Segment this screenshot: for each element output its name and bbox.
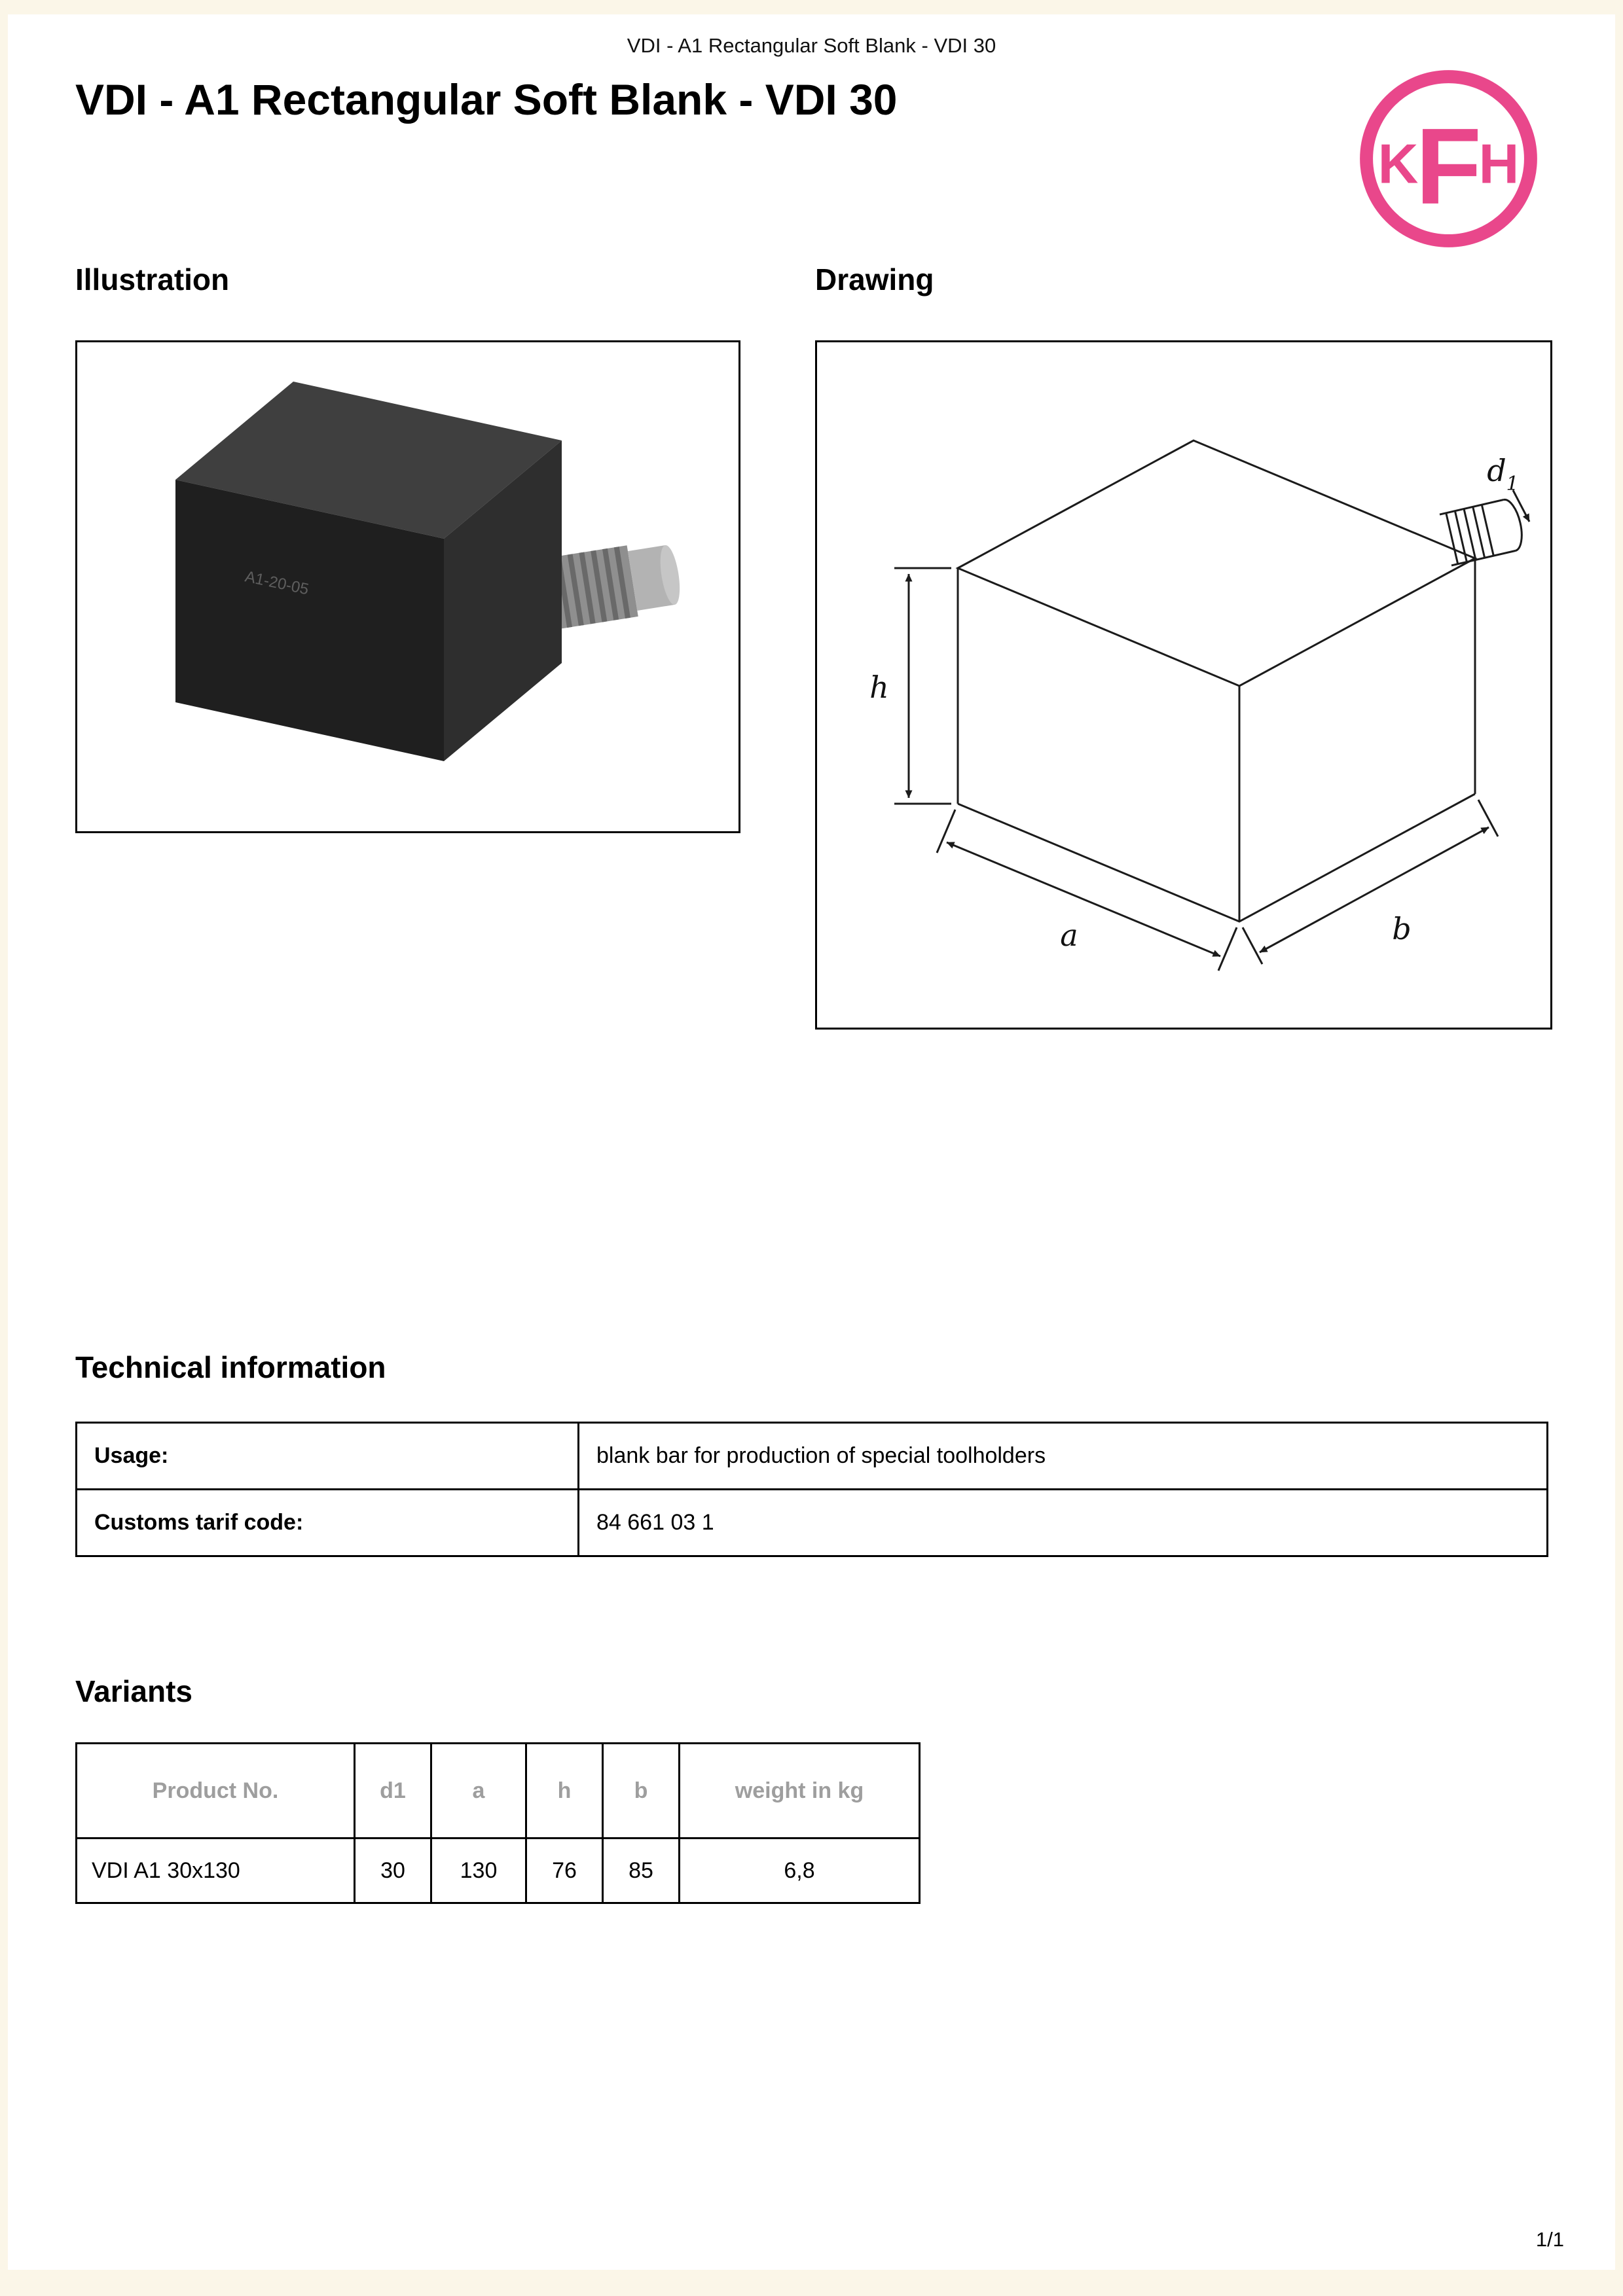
cell-h: 76 <box>526 1839 603 1903</box>
illustration-heading: Illustration <box>75 262 230 296</box>
dimension-b <box>1243 800 1498 964</box>
col-b: b <box>603 1744 680 1839</box>
shank-outline <box>1440 497 1526 565</box>
table-row <box>77 1839 920 1903</box>
logo-letter-k: K <box>1377 133 1419 196</box>
cell-b: 85 <box>603 1839 680 1903</box>
table-row <box>77 1423 1548 1490</box>
running-header: VDI - A1 Rectangular Soft Blank - VDI 30 <box>627 34 996 57</box>
col-weight: weight in kg <box>680 1744 920 1839</box>
table-row <box>77 1490 1548 1556</box>
dimension-h <box>894 568 951 804</box>
tech-value-usage: blank bar for production of special toolholders <box>579 1423 1548 1490</box>
variants-heading: Variants <box>75 1674 192 1708</box>
label-h: h <box>869 670 889 705</box>
variants-table <box>75 1742 921 1904</box>
tech-label-usage: Usage: <box>77 1423 579 1490</box>
drawing-frame <box>815 340 1552 1030</box>
label-b: b <box>1392 911 1412 946</box>
cell-d1: 30 <box>355 1839 431 1903</box>
part-number-engraving: A1-20-05 <box>243 567 310 599</box>
cell-a: 130 <box>431 1839 526 1903</box>
tech-label-customs: Customs tarif code: <box>77 1490 579 1556</box>
drawing-heading: Drawing <box>815 262 934 296</box>
label-d: d <box>1487 453 1506 488</box>
logo-letter-f: F <box>1415 105 1482 227</box>
page-title: VDI - A1 Rectangular Soft Blank - VDI 30 <box>75 75 898 124</box>
cell-product-no: VDI A1 30x130 <box>77 1839 355 1903</box>
col-h: h <box>526 1744 603 1839</box>
label-a: a <box>1060 918 1078 953</box>
label-d-subscript: 1 <box>1506 473 1519 495</box>
table-header-row <box>77 1744 920 1839</box>
document-page <box>8 14 1615 2270</box>
col-product-no: Product No. <box>77 1744 355 1839</box>
logo-letter-h: H <box>1478 133 1520 196</box>
box-outline <box>958 440 1475 922</box>
technical-heading: Technical information <box>75 1350 386 1384</box>
dimension-a <box>937 810 1237 971</box>
col-a: a <box>431 1744 526 1839</box>
product-photo <box>77 342 739 831</box>
technical-table <box>75 1422 1548 1557</box>
col-d1: d1 <box>355 1744 431 1839</box>
cell-weight: 6,8 <box>680 1839 920 1903</box>
tech-value-customs: 84 661 03 1 <box>579 1490 1548 1556</box>
page-number: 1/1 <box>1535 2228 1564 2251</box>
dimension-drawing <box>817 342 1550 1028</box>
kfh-logo <box>1355 65 1542 252</box>
block <box>175 382 562 761</box>
illustration-frame <box>75 340 740 833</box>
